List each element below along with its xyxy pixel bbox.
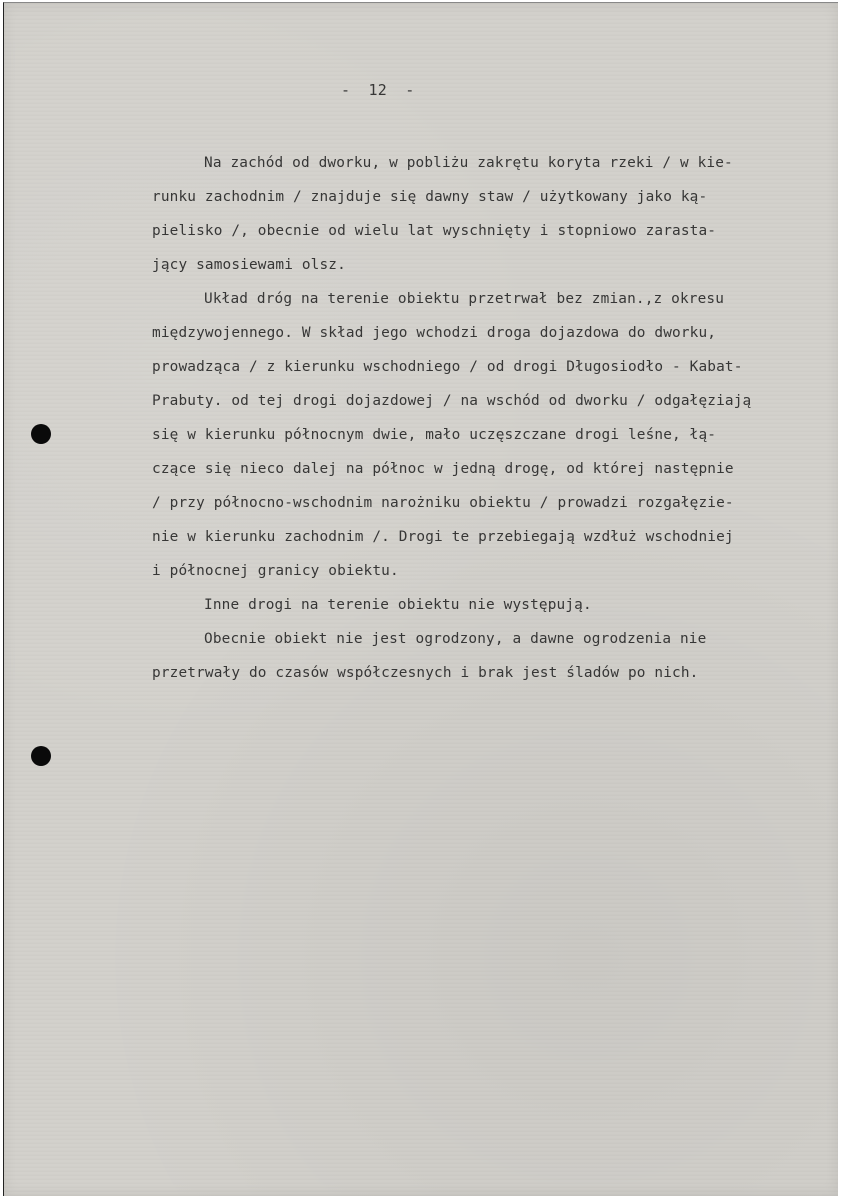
text-line: Obecnie obiekt nie jest ogrodzony, a dawne ogrodzenia nie [204,631,707,647]
punch-hole [31,424,51,444]
page-number: - 12 - [341,81,415,99]
text-line: przetrwały do czasów współczesnych i brak jest śladów po nich. [152,665,699,681]
text-line: / przy północno-wschodnim narożniku obiektu / prowadzi rozgałęzie- [152,495,734,511]
punch-hole [31,746,51,766]
text-line: jący samosiewami olsz. [152,257,346,273]
text-line: czące się nieco dalej na północ w jedną drogę, od której następnie [152,461,734,477]
text-line: Na zachód od dworku, w pobliżu zakrętu koryta rzeki / w kie- [204,155,733,171]
text-line: się w kierunku północnym dwie, mało uczęszczane drogi leśne, łą- [152,427,717,443]
text-line: prowadząca / z kierunku wschodniego / od drogi Długosiodło - Kabat- [152,359,743,375]
text-line: i północnej granicy obiektu. [152,563,399,579]
text-line: Inne drogi na terenie obiektu nie występują. [204,597,592,613]
text-line: Prabuty. od tej drogi dojazdowej / na wschód od dworku / odgałęziają [152,393,752,409]
text-line: Układ dróg na terenie obiektu przetrwał bez zmian.,z okresu [204,291,725,307]
document-page [3,2,838,1196]
text-line: pielisko /, obecnie od wielu lat wyschnięty i stopniowo zarasta- [152,223,717,239]
text-line: runku zachodnim / znajduje się dawny staw / użytkowany jako ką- [152,189,708,205]
text-line: międzywojennego. W skład jego wchodzi droga dojazdowa do dworku, [152,325,717,341]
text-line: nie w kierunku zachodnim /. Drogi te przebiegają wzdłuż wschodniej [152,529,734,545]
